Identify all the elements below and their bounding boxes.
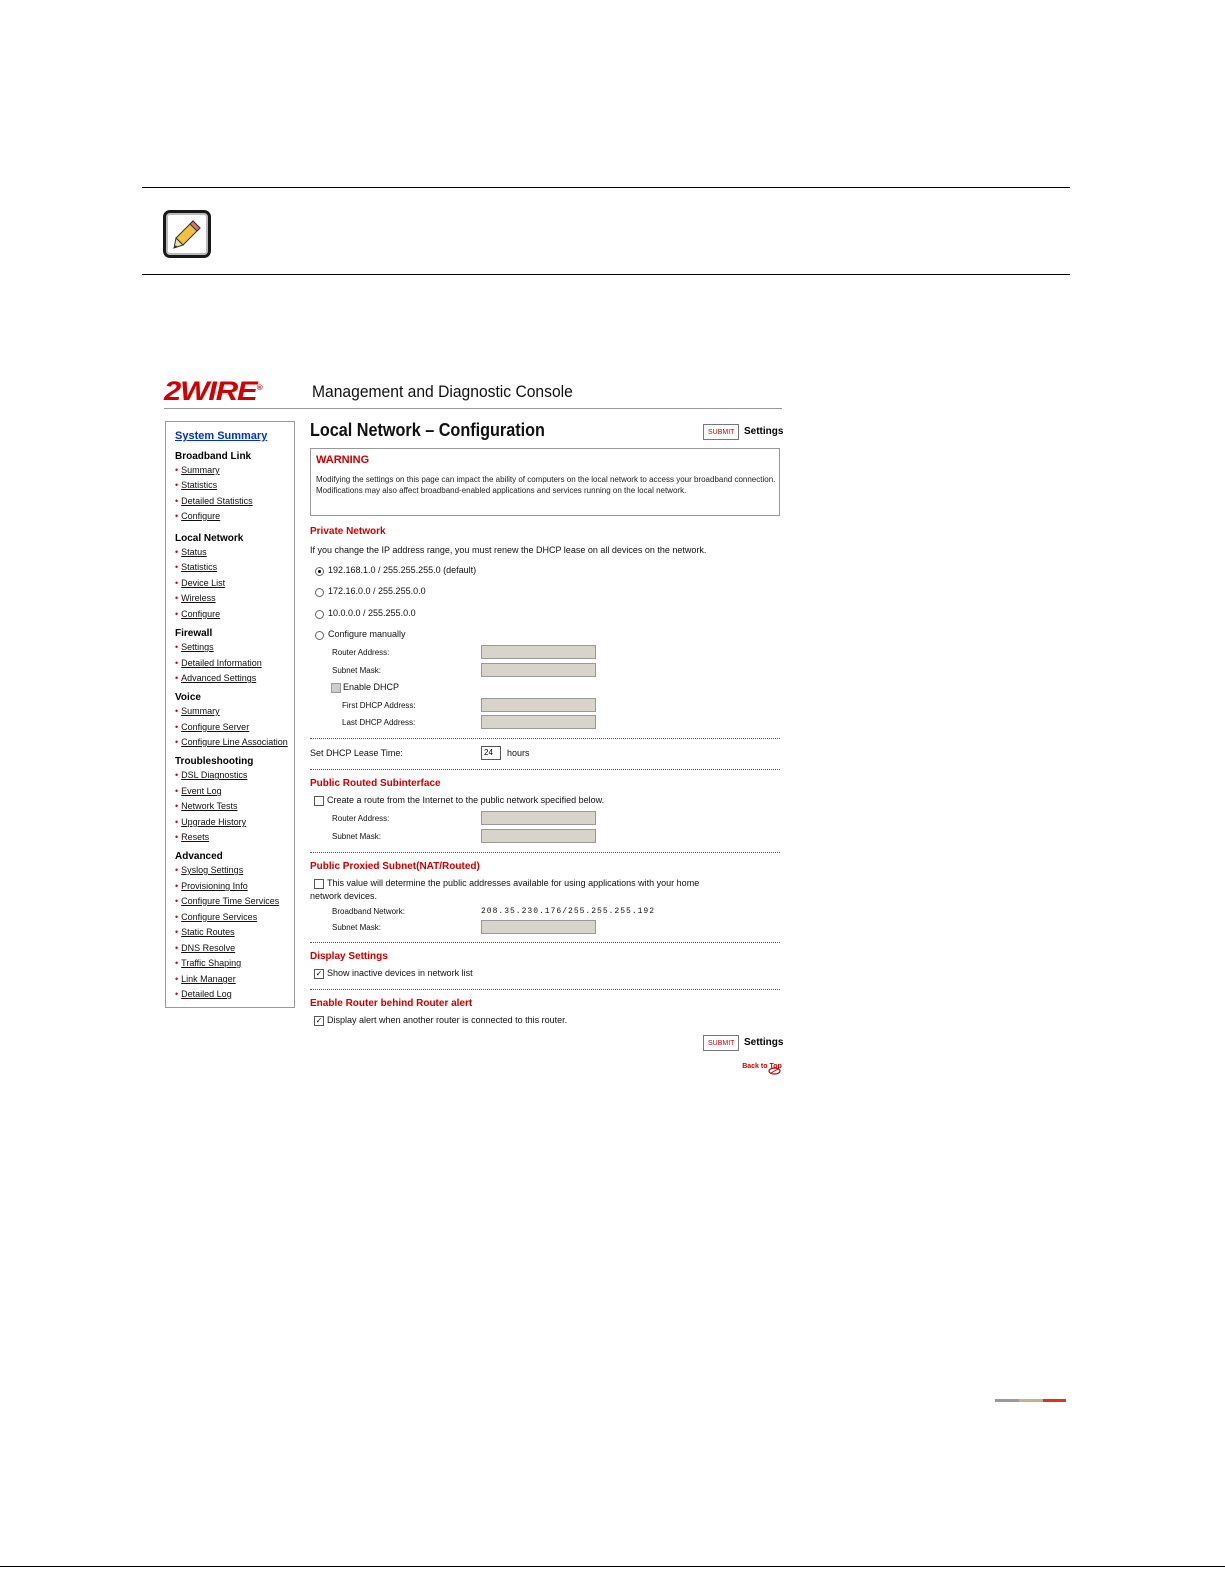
sidebar-group-firewall: Firewall [175, 628, 213, 639]
sidebar-item-firewall-settings[interactable]: • Settings [175, 642, 214, 652]
page-title: Local Network – Configuration [310, 420, 545, 440]
router-console-screenshot [164, 370, 784, 1090]
divider [310, 942, 780, 943]
sidebar-item-local-device-list[interactable]: • Device List [175, 578, 226, 588]
sidebar-item-syslog-settings[interactable]: • Syslog Settings [175, 865, 244, 875]
divider [310, 738, 780, 739]
sidebar-item-network-tests[interactable]: • Network Tests [175, 801, 238, 811]
public-routed-title: Public Routed Subinterface [310, 778, 441, 789]
sidebar-item-voice-summary[interactable]: • Summary [175, 706, 220, 716]
sidebar-group-local-network: Local Network [175, 533, 244, 544]
public-routed-router-input[interactable] [481, 811, 596, 825]
divider [310, 769, 780, 770]
enable-dhcp-label: Enable DHCP [343, 682, 400, 692]
show-inactive-checkbox[interactable]: ✓ [315, 969, 323, 978]
divider [310, 852, 780, 853]
radio-label-10: 10.0.0.0 / 255.255.0.0 [328, 608, 416, 618]
sidebar-item-dsl-diagnostics[interactable]: • DSL Diagnostics [175, 770, 248, 780]
last-dhcp-input[interactable] [481, 715, 596, 729]
public-routed-checkbox-label: Create a route from the Internet to the public network specified below. [327, 795, 605, 805]
brand-logo: 2WIRE® [164, 376, 262, 406]
sidebar-group-advanced: Advanced [175, 851, 223, 862]
sidebar-nav [165, 421, 295, 1008]
first-dhcp-label: First DHCP Address: [342, 701, 416, 710]
show-inactive-label: Show inactive devices in network list [327, 968, 473, 978]
warning-box [310, 448, 780, 516]
sidebar-item-dns-resolve[interactable]: • DNS Resolve [175, 943, 236, 953]
lease-time-input[interactable]: 24 [481, 746, 501, 760]
radio-label-manual: Configure manually [328, 629, 406, 639]
console-title: Management and Diagnostic Console [312, 382, 573, 401]
warning-title: WARNING [316, 454, 370, 466]
sidebar-item-broadband-statistics[interactable]: • Statistics [175, 480, 218, 490]
sidebar-system-summary[interactable]: System Summary [175, 430, 268, 442]
public-proxied-subnet-label: Subnet Mask: [332, 923, 381, 932]
back-to-top-link[interactable]: Back to Top [742, 1063, 782, 1070]
public-proxied-checkbox-label-1: This value will determine the public addresses available for using applications with your home [327, 878, 700, 888]
radio-option-192[interactable] [315, 567, 324, 576]
footer-bar-segment-gray [995, 1399, 1019, 1402]
router-address-input[interactable] [481, 645, 596, 659]
radio-option-10[interactable] [315, 610, 324, 619]
sidebar-item-upgrade-history[interactable]: • Upgrade History [175, 817, 247, 827]
sidebar-item-local-statistics[interactable]: • Statistics [175, 562, 218, 572]
sidebar-item-voice-configure-server[interactable]: • Configure Server [175, 722, 250, 732]
divider [310, 989, 780, 990]
public-proxied-title: Public Proxied Subnet(NAT/Routed) [310, 861, 480, 872]
public-routed-subnet-label: Subnet Mask: [332, 832, 381, 841]
radio-option-manual[interactable] [315, 631, 324, 640]
router-alert-title: Enable Router behind Router alert [310, 998, 473, 1009]
sidebar-item-static-routes[interactable]: • Static Routes [175, 927, 235, 937]
sidebar-item-firewall-detailed-information[interactable]: • Detailed Information [175, 658, 262, 668]
radio-label-172: 172.16.0.0 / 255.255.0.0 [328, 586, 426, 596]
public-routed-subnet-input[interactable] [481, 829, 596, 843]
submit-button-bottom[interactable]: SUBMIT [703, 1035, 739, 1051]
public-proxied-checkbox[interactable] [314, 879, 324, 889]
footer-bar-segment-red [1043, 1399, 1066, 1402]
sidebar-item-broadband-detailed-statistics[interactable]: • Detailed Statistics [175, 496, 253, 506]
footer-bar-segment-tan [1019, 1399, 1043, 1402]
note-bottom-rule [142, 274, 1070, 275]
header-rule [164, 408, 782, 409]
radio-label-192: 192.168.1.0 / 255.255.255.0 (default) [328, 565, 477, 575]
public-proxied-subnet-input[interactable] [481, 920, 596, 934]
sidebar-item-configure-time-services[interactable]: • Configure Time Services [175, 896, 280, 906]
warning-text: Modifying the settings on this page can impact the ability of computers on the local network to access your broadband connection. Modifications may also affect broadband-enabled applications and services running on the local network. [316, 475, 776, 495]
sidebar-item-configure-services[interactable]: • Configure Services [175, 912, 258, 922]
sidebar-group-voice: Voice [175, 692, 201, 703]
settings-label-top: Settings [744, 426, 784, 437]
note-pencil-icon [163, 210, 211, 258]
sidebar-item-broadband-summary[interactable]: • Summary [175, 465, 220, 475]
router-alert-label: Display alert when another router is connected to this router. [327, 1015, 568, 1025]
last-dhcp-label: Last DHCP Address: [342, 718, 416, 727]
sidebar-item-local-configure[interactable]: • Configure [175, 609, 221, 619]
router-address-label: Router Address: [332, 648, 390, 657]
lease-time-label: Set DHCP Lease Time: [310, 748, 403, 758]
router-alert-checkbox[interactable]: ✓ [315, 1016, 323, 1025]
sidebar-item-voice-configure-line-association[interactable]: • Configure Line Association [175, 737, 288, 747]
broadband-network-label: Broadband Network: [332, 907, 405, 916]
display-settings-title: Display Settings [310, 951, 388, 962]
sidebar-item-traffic-shaping[interactable]: • Traffic Shaping [175, 958, 242, 968]
sidebar-item-event-log[interactable]: • Event Log [175, 786, 222, 796]
note-top-rule [142, 187, 1070, 188]
subnet-mask-label: Subnet Mask: [332, 666, 381, 675]
sidebar-item-resets[interactable]: • Resets [175, 832, 210, 842]
submit-button-top[interactable]: SUBMIT [703, 424, 739, 440]
public-routed-checkbox[interactable] [314, 796, 324, 806]
private-network-description: If you change the IP address range, you must renew the DHCP lease on all devices on the network. [310, 545, 707, 555]
lease-time-unit: hours [507, 748, 530, 758]
subnet-mask-input[interactable] [481, 663, 596, 677]
sidebar-item-local-wireless[interactable]: • Wireless [175, 593, 216, 603]
sidebar-item-local-status[interactable]: • Status [175, 547, 207, 557]
enable-dhcp-checkbox[interactable] [331, 683, 341, 693]
public-proxied-checkbox-label-2: network devices. [310, 891, 378, 901]
first-dhcp-input[interactable] [481, 698, 596, 712]
sidebar-item-broadband-configure[interactable]: • Configure [175, 511, 221, 521]
sidebar-item-link-manager[interactable]: • Link Manager [175, 974, 236, 984]
broadband-network-value: 208.35.230.176/255.255.255.192 [481, 907, 656, 916]
sidebar-item-provisioning-info[interactable]: • Provisioning Info [175, 881, 248, 891]
sidebar-group-troubleshooting: Troubleshooting [175, 756, 254, 767]
sidebar-item-detailed-log[interactable]: • Detailed Log [175, 989, 232, 999]
settings-label-bottom: Settings [744, 1037, 784, 1048]
private-network-title: Private Network [310, 526, 386, 537]
public-routed-router-label: Router Address: [332, 814, 390, 823]
sidebar-group-broadband: Broadband Link [175, 451, 252, 462]
page-bottom-rule [0, 1566, 1225, 1567]
sidebar-item-firewall-advanced-settings[interactable]: • Advanced Settings [175, 673, 257, 683]
radio-option-172[interactable] [315, 588, 324, 597]
